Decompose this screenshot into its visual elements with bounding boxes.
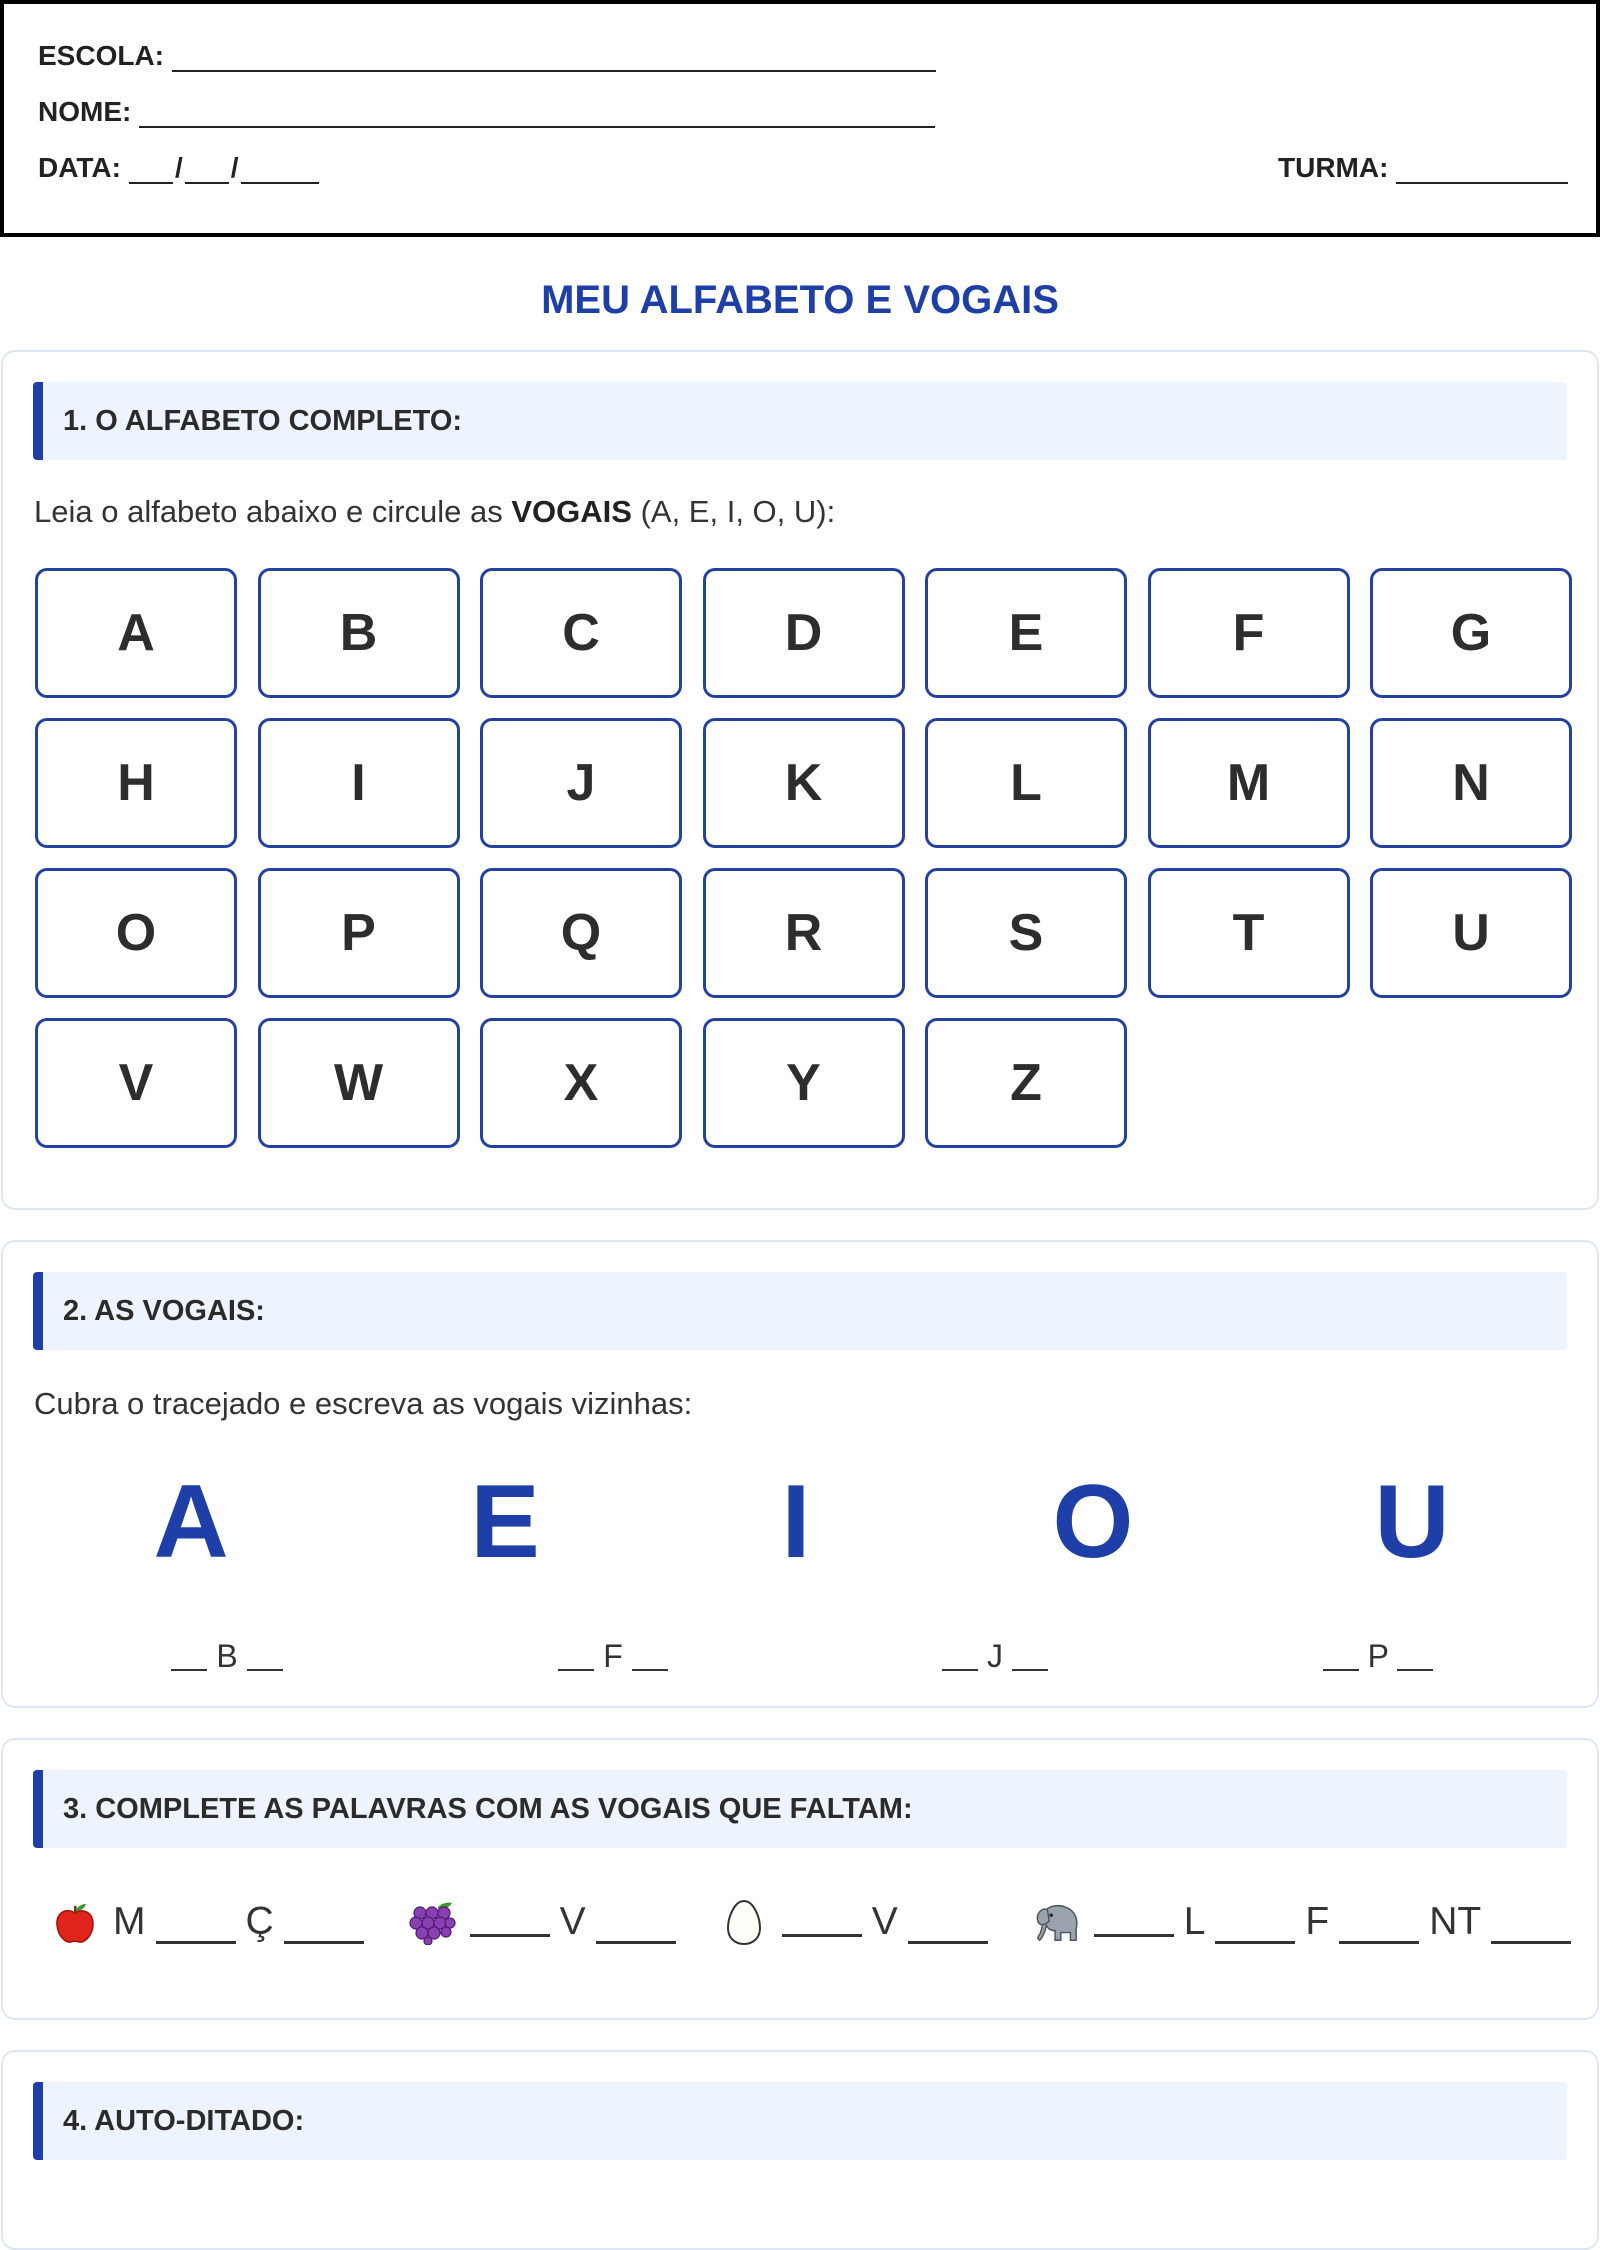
vowel-o[interactable]: O xyxy=(1052,1464,1134,1580)
neighbor-letter: J xyxy=(978,1638,1012,1674)
letter-box-g[interactable]: G xyxy=(1370,568,1572,698)
word-letters: Ç xyxy=(245,1900,274,1943)
answer-blank[interactable] xyxy=(1323,1669,1359,1671)
neighbor-exercise[interactable] xyxy=(513,1638,713,1675)
letter-box-b[interactable]: B xyxy=(258,568,460,698)
escola-line xyxy=(38,40,936,72)
vowel-blank[interactable] xyxy=(1094,1907,1174,1937)
neighbor-exercise[interactable] xyxy=(127,1638,327,1675)
letter-box-r[interactable]: R xyxy=(703,868,905,998)
answer-blank[interactable] xyxy=(558,1669,594,1671)
letter-box-e[interactable]: E xyxy=(925,568,1127,698)
vowel-blank[interactable] xyxy=(470,1907,550,1937)
letter-box-m[interactable]: M xyxy=(1148,718,1350,848)
elephant-icon xyxy=(1032,1898,1080,1946)
letter-box-f[interactable]: F xyxy=(1148,568,1350,698)
vowel-blank[interactable] xyxy=(284,1914,364,1944)
vowel-e[interactable]: E xyxy=(470,1464,540,1580)
egg-icon xyxy=(720,1898,768,1946)
letter-box-x[interactable]: X xyxy=(480,1018,682,1148)
page-title: MEU ALFABETO E VOGAIS xyxy=(541,278,1059,322)
letter-box-a[interactable]: A xyxy=(35,568,237,698)
word-exercise xyxy=(720,1898,998,1946)
word-letters: V xyxy=(871,1900,898,1943)
section-heading: 4. AUTO-DITADO: xyxy=(33,2082,1567,2160)
neighbor-exercise[interactable] xyxy=(1278,1638,1478,1675)
word-exercise xyxy=(408,1898,686,1946)
letter-box-s[interactable]: S xyxy=(925,868,1127,998)
date-slash: / xyxy=(174,152,183,183)
turma-line xyxy=(1278,152,1568,184)
apple-icon xyxy=(51,1898,99,1946)
turma-label: TURMA: xyxy=(1278,152,1389,183)
data-line xyxy=(38,152,319,184)
section-complete-words xyxy=(1,1738,1599,2020)
neighbor-exercise[interactable] xyxy=(895,1638,1095,1675)
letter-box-h[interactable]: H xyxy=(35,718,237,848)
date-month-field[interactable] xyxy=(185,156,229,184)
word-exercise xyxy=(51,1898,374,1946)
letter-box-z[interactable]: Z xyxy=(925,1018,1127,1148)
student-info-header xyxy=(0,0,1600,237)
nome-label: NOME: xyxy=(38,96,132,127)
neighbor-letter: F xyxy=(594,1638,632,1674)
nome-field[interactable] xyxy=(139,100,935,128)
letter-box-v[interactable]: V xyxy=(35,1018,237,1148)
neighbor-letter: P xyxy=(1358,1638,1398,1674)
answer-blank[interactable] xyxy=(632,1669,668,1671)
date-day-field[interactable] xyxy=(129,156,173,184)
vowel-blank[interactable] xyxy=(596,1914,676,1944)
letter-box-t[interactable]: T xyxy=(1148,868,1350,998)
word-exercise xyxy=(1032,1898,1582,1946)
answer-blank[interactable] xyxy=(942,1669,978,1671)
escola-label: ESCOLA: xyxy=(38,40,164,71)
section-heading: 1. O ALFABETO COMPLETO: xyxy=(33,382,1567,460)
letter-box-n[interactable]: N xyxy=(1370,718,1572,848)
instruction-text: Leia o alfabeto abaixo e circule as xyxy=(34,494,512,529)
neighbor-letter: B xyxy=(207,1638,247,1674)
word-letters: F xyxy=(1305,1900,1330,1943)
section-heading: 2. AS VOGAIS: xyxy=(33,1272,1567,1350)
instruction-bold: VOGAIS xyxy=(511,494,632,529)
vowel-blank[interactable] xyxy=(1491,1914,1571,1944)
section-auto-dictation xyxy=(1,2050,1599,2250)
letter-box-l[interactable]: L xyxy=(925,718,1127,848)
answer-blank[interactable] xyxy=(171,1669,207,1671)
section-instruction: Cubra o tracejado e escreva as vogais vizinhas: xyxy=(34,1386,693,1421)
vowel-i[interactable]: I xyxy=(781,1464,811,1580)
section-vowels xyxy=(1,1240,1599,1708)
answer-blank[interactable] xyxy=(1397,1669,1433,1671)
letter-box-c[interactable]: C xyxy=(480,568,682,698)
date-slash: / xyxy=(230,152,239,183)
vowel-blank[interactable] xyxy=(1215,1914,1295,1944)
vowel-blank[interactable] xyxy=(1339,1914,1419,1944)
letter-box-p[interactable]: P xyxy=(258,868,460,998)
letter-box-w[interactable]: W xyxy=(258,1018,460,1148)
letter-box-d[interactable]: D xyxy=(703,568,905,698)
section-heading: 3. COMPLETE AS PALAVRAS COM AS VOGAIS QUE FALTAM: xyxy=(33,1770,1567,1848)
turma-field[interactable] xyxy=(1396,156,1568,184)
word-letters: L xyxy=(1183,1900,1206,1943)
answer-blank[interactable] xyxy=(247,1669,283,1671)
word-letters: M xyxy=(113,1900,146,1943)
letter-box-j[interactable]: J xyxy=(480,718,682,848)
nome-line xyxy=(38,96,935,128)
instruction-text: (A, E, I, O, U): xyxy=(631,494,836,529)
vowel-blank[interactable] xyxy=(782,1907,862,1937)
letter-box-q[interactable]: Q xyxy=(480,868,682,998)
vowel-a[interactable]: A xyxy=(153,1464,229,1580)
letter-box-k[interactable]: K xyxy=(703,718,905,848)
section-instruction xyxy=(34,494,835,530)
escola-field[interactable] xyxy=(172,44,936,72)
section-alphabet xyxy=(1,350,1599,1210)
word-letters: NT xyxy=(1429,1900,1482,1943)
word-letters: V xyxy=(559,1900,586,1943)
letter-box-u[interactable]: U xyxy=(1370,868,1572,998)
vowel-blank[interactable] xyxy=(908,1914,988,1944)
vowel-blank[interactable] xyxy=(156,1914,236,1944)
vowel-u[interactable]: U xyxy=(1374,1464,1450,1580)
letter-box-o[interactable]: O xyxy=(35,868,237,998)
date-year-field[interactable] xyxy=(241,156,319,184)
letter-box-y[interactable]: Y xyxy=(703,1018,905,1148)
data-label: DATA: xyxy=(38,152,121,183)
letter-box-i[interactable]: I xyxy=(258,718,460,848)
answer-blank[interactable] xyxy=(1012,1669,1048,1671)
grapes-icon xyxy=(408,1898,456,1946)
word-row xyxy=(51,1898,1581,1946)
